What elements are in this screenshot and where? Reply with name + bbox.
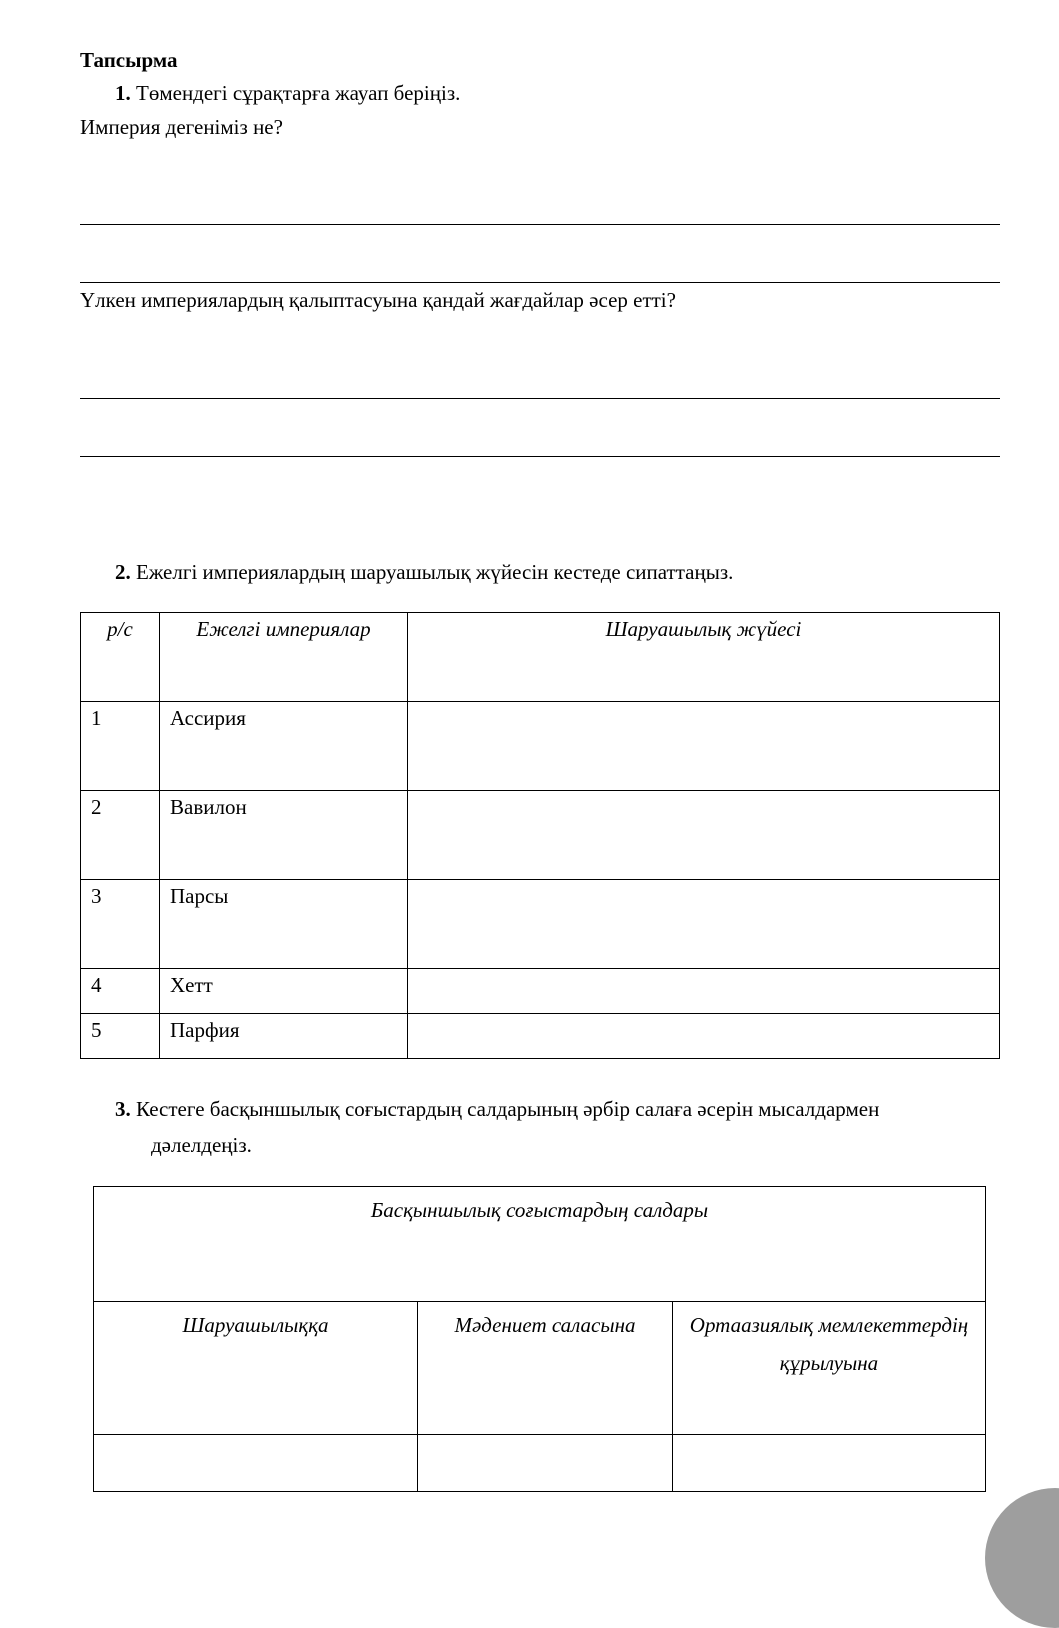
table-row	[81, 969, 1000, 1014]
row-number: 4	[81, 969, 160, 1014]
answer-line	[80, 398, 1000, 399]
row-answer-cell[interactable]	[408, 791, 1000, 880]
header-cell-culture: Мәдениет саласына	[418, 1302, 673, 1435]
table-title-row	[94, 1187, 986, 1302]
task3-text-continued: дәлелдеңіз.	[151, 1133, 252, 1157]
header-cell-central-asian-states: Ортаазиялық мемлекеттердің құрылуына	[673, 1302, 986, 1435]
row-empire-name: Парфия	[160, 1014, 408, 1059]
row-empire-name: Парсы	[160, 880, 408, 969]
table-row	[81, 791, 1000, 880]
table-row	[81, 702, 1000, 791]
question-2: Үлкен империялардың қалыптасуына қандай жағдайлар әсер етті?	[80, 288, 676, 312]
row-number: 1	[81, 702, 160, 791]
answer-line	[80, 224, 1000, 225]
row-answer-cell[interactable]	[408, 880, 1000, 969]
task3-instruction	[115, 1097, 879, 1122]
war-consequences-table	[93, 1186, 986, 1492]
table-header-row	[94, 1302, 986, 1435]
task2-number: 2.	[115, 560, 131, 584]
task2-text: Ежелгі империялардың шаруашылық жүйесін кестеде сипаттаңыз.	[136, 560, 734, 584]
answer-cell-culture[interactable]	[418, 1435, 673, 1492]
worksheet-heading: Тапсырма	[80, 48, 178, 72]
row-empire-name: Хетт	[160, 969, 408, 1014]
table-title-cell: Басқыншылық соғыстардың салдары	[94, 1187, 986, 1302]
row-number: 2	[81, 791, 160, 880]
header-cell-empire: Ежелгі империялар	[160, 613, 408, 702]
row-number: 3	[81, 880, 160, 969]
question-1: Империя дегеніміз не?	[80, 115, 283, 139]
header-cell-economy: Шаруашылық жүйесі	[408, 613, 1000, 702]
answer-cell-economy[interactable]	[94, 1435, 418, 1492]
task3-text: Кестеге басқыншылық соғыстардың салдарының әрбір салаға әсерін мысалдармен	[136, 1097, 880, 1121]
task1-number: 1.	[115, 81, 131, 105]
economy-table	[80, 612, 1000, 1059]
table-header-row	[81, 613, 1000, 702]
row-answer-cell[interactable]	[408, 1014, 1000, 1059]
answer-line	[80, 282, 1000, 283]
task2-instruction	[115, 560, 733, 585]
row-empire-name: Вавилон	[160, 791, 408, 880]
row-empire-name: Ассирия	[160, 702, 408, 791]
scroll-button[interactable]	[985, 1488, 1059, 1628]
row-answer-cell[interactable]	[408, 702, 1000, 791]
table-row	[81, 1014, 1000, 1059]
row-answer-cell[interactable]	[408, 969, 1000, 1014]
table-row	[94, 1435, 986, 1492]
row-number: 5	[81, 1014, 160, 1059]
table-row	[81, 880, 1000, 969]
header-cell-number: р/с	[81, 613, 160, 702]
header-cell-economy: Шаруашылыққа	[94, 1302, 418, 1435]
answer-cell-central-asian-states[interactable]	[673, 1435, 986, 1492]
task1-text: Төмендегі сұрақтарға жауап беріңіз.	[136, 81, 461, 105]
answer-line	[80, 456, 1000, 457]
task3-number: 3.	[115, 1097, 131, 1121]
task1-instruction	[115, 81, 460, 106]
